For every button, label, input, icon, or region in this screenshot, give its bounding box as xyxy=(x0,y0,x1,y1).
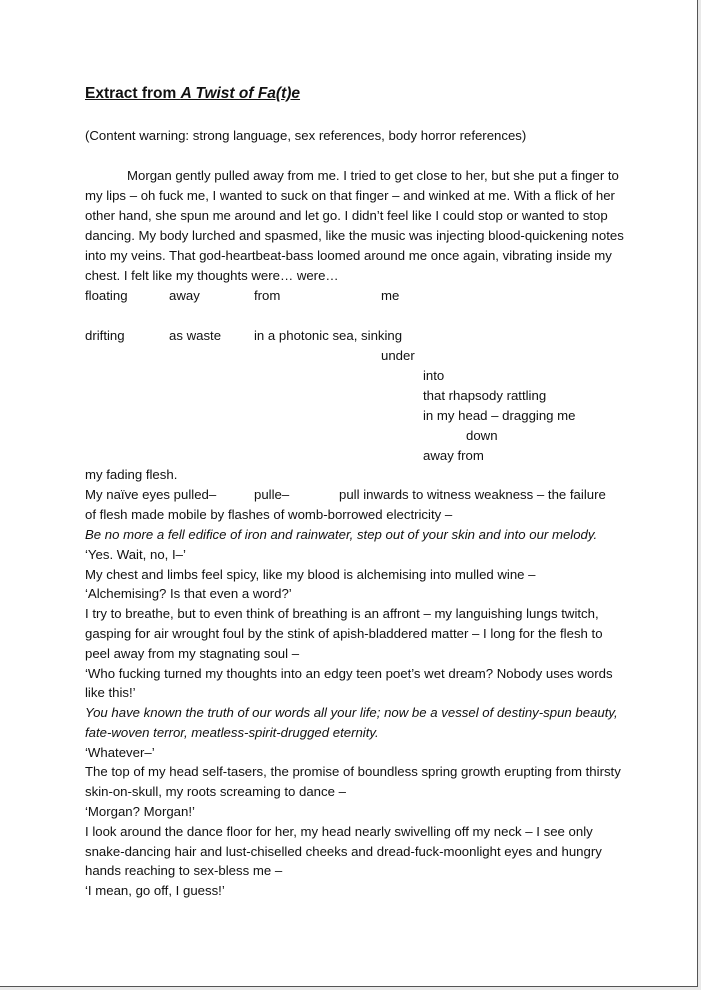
text-line: ‘Alchemising? Is that even a word?’ xyxy=(85,586,292,601)
title-prefix: Extract from xyxy=(85,85,181,102)
paragraph-line: other hand, she spun me around and let go. I didn’t feel like I could stop or wanted to stop xyxy=(85,208,608,223)
poem-word: pull inwards to witness weakness – the failure xyxy=(339,487,606,502)
poem-word: away xyxy=(169,288,200,303)
poem-word: me xyxy=(381,288,400,303)
poem-word: under xyxy=(381,348,415,363)
text-line: peel away from my stagnating soul – xyxy=(85,646,300,661)
page-title xyxy=(85,85,300,103)
paragraph-line: chest. I felt like my thoughts were… were… xyxy=(85,268,339,283)
text-line: of flesh made mobile by flashes of womb-borrowed electricity – xyxy=(85,507,453,522)
text-line: The top of my head self-tasers, the promise of boundless spring growth erupting from thirsty xyxy=(85,764,621,779)
paragraph-line: Morgan gently pulled away from me. I tried to get close to her, but she put a finger to xyxy=(127,168,619,183)
text-line: skin-on-skull, my roots screaming to dance – xyxy=(85,784,346,799)
text-line: ‘Yes. Wait, no, I–’ xyxy=(85,547,186,562)
poem-word: drifting xyxy=(85,328,125,343)
poem-word: pulle– xyxy=(254,487,290,502)
text-line: fate-woven terror, meatless-spirit-drugged eternity. xyxy=(85,725,379,740)
text-line: I try to breathe, but to even think of breathing is an affront – my languishing lungs twitch, xyxy=(85,606,599,621)
paragraph-line: my lips – oh fuck me, I wanted to suck on that finger – and winked at me. With a flick of her xyxy=(85,188,615,203)
text-line: ‘Morgan? Morgan!’ xyxy=(85,804,195,819)
paragraph-line: dancing. My body lurched and spasmed, like the music was injecting blood-quickening notes xyxy=(85,228,624,243)
text-line: Be no more a fell edifice of iron and rainwater, step out of your skin and into our melody. xyxy=(85,527,598,542)
poem-word: in a photonic sea, sinking xyxy=(254,328,403,343)
text-line: hands reaching to sex-bless me – xyxy=(85,863,283,878)
text-line: like this!’ xyxy=(85,685,136,700)
title-work: A Twist of Fa(t)e xyxy=(180,85,301,102)
poem-word: from xyxy=(254,288,281,303)
poem-word: My naïve eyes pulled– xyxy=(85,487,217,502)
text-line: snake-dancing hair and lust-chiselled cheeks and dread-fuck-moonlight eyes and hungry xyxy=(85,844,602,859)
poem-word: in my head – dragging me xyxy=(423,408,576,423)
text-line: gasping for air wrought foul by the stink of apish-bladdered matter – I long for the flesh to xyxy=(85,626,603,641)
text-line: I look around the dance floor for her, my head nearly swivelling off my neck – I see only xyxy=(85,824,593,839)
poem-word: my fading flesh. xyxy=(85,467,178,482)
text-line: ‘Whatever–’ xyxy=(85,745,155,760)
text-line: ‘Who fucking turned my thoughts into an edgy teen poet’s wet dream? Nobody uses words xyxy=(85,666,613,681)
poem-word: into xyxy=(423,368,445,383)
content-warning: (Content warning: strong language, sex references, body horror references) xyxy=(85,128,527,143)
text-line: ‘I mean, go off, I guess!’ xyxy=(85,883,225,898)
poem-word: that rhapsody rattling xyxy=(423,388,547,403)
poem-word: floating xyxy=(85,288,128,303)
poem-word: as waste xyxy=(169,328,222,343)
text-line: You have known the truth of our words all your life; now be a vessel of destiny-spun beauty, xyxy=(85,705,618,720)
poem-word: away from xyxy=(423,448,484,463)
text-line: My chest and limbs feel spicy, like my blood is alchemising into mulled wine – xyxy=(85,567,536,582)
poem-word: down xyxy=(466,428,498,443)
paragraph-line: into my veins. That god-heartbeat-bass loomed around me once again, vibrating inside my xyxy=(85,248,612,263)
